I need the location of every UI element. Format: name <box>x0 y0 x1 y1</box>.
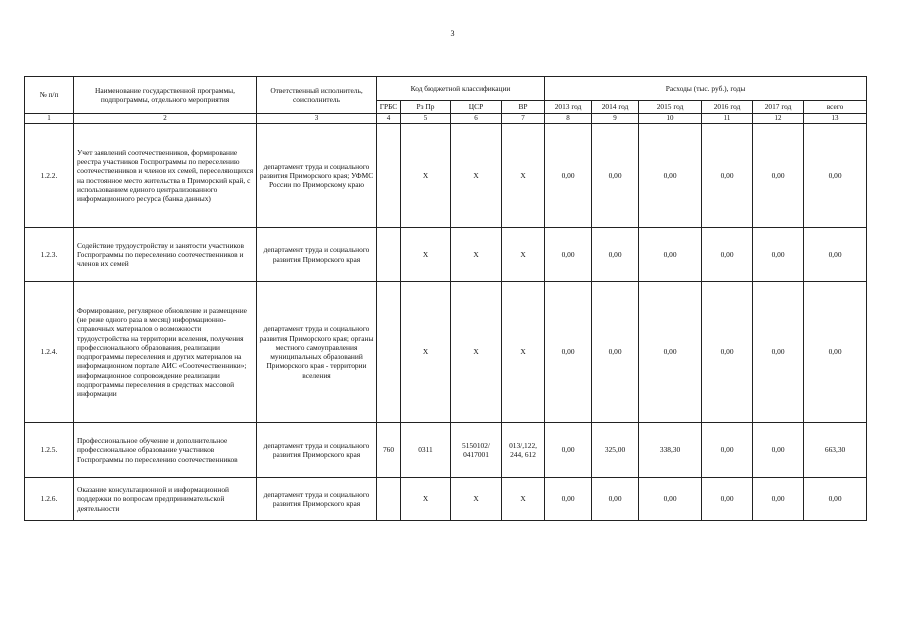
header-budget-code: Код бюджетной классификации <box>377 77 545 101</box>
row-2015: 0,00 <box>639 124 702 228</box>
header-year-2014: 2014 год <box>592 101 639 114</box>
row-name: Оказание консультационной и информационной поддержки по вопросам предпринимательской деятельности <box>74 478 257 521</box>
row-vr: Х <box>502 228 545 282</box>
column-number: 2 <box>74 114 257 124</box>
row-2016: 0,00 <box>702 423 753 478</box>
column-number: 7 <box>502 114 545 124</box>
row-rzpr: 0311 <box>401 423 451 478</box>
row-2013: 0,00 <box>545 423 592 478</box>
row-vr: Х <box>502 282 545 423</box>
column-number: 6 <box>451 114 502 124</box>
row-total: 0,00 <box>804 282 867 423</box>
column-number: 10 <box>639 114 702 124</box>
row-csr: Х <box>451 228 502 282</box>
header-year-2017: 2017 год <box>753 101 804 114</box>
row-rzpr: Х <box>401 282 451 423</box>
budget-table <box>24 76 867 521</box>
row-2017: 0,00 <box>753 124 804 228</box>
row-rzpr: Х <box>401 228 451 282</box>
row-name: Учет заявлений соотечественников, формирование реестра участников Госпрограммы по переселению соотечественников и членов их семей, переселяющихся на постоянное место жительства в Приморский край, с использованием единого централизованного информационного ресурса (банка данных) <box>74 124 257 228</box>
column-number: 11 <box>702 114 753 124</box>
row-grbs <box>377 124 401 228</box>
row-2013: 0,00 <box>545 478 592 521</box>
row-total: 0,00 <box>804 228 867 282</box>
header-executor: Ответственный исполнитель, соисполнитель <box>257 77 377 114</box>
row-2017: 0,00 <box>753 228 804 282</box>
row-2017: 0,00 <box>753 282 804 423</box>
row-grbs: 760 <box>377 423 401 478</box>
row-grbs <box>377 228 401 282</box>
row-name: Содействие трудоустройству и занятости участников Госпрограммы по переселению соотечественников и членов их семей <box>74 228 257 282</box>
table-row <box>25 423 867 478</box>
row-2017: 0,00 <box>753 478 804 521</box>
row-2014: 0,00 <box>592 228 639 282</box>
row-rzpr: Х <box>401 124 451 228</box>
row-num: 1.2.2. <box>25 124 74 228</box>
column-number: 3 <box>257 114 377 124</box>
row-executor: департамент труда и социального развития Приморского края; УФМС России по Приморскому краю <box>257 124 377 228</box>
row-vr: Х <box>502 124 545 228</box>
row-total: 663,30 <box>804 423 867 478</box>
header-year-2015: 2015 год <box>639 101 702 114</box>
header-vr: ВР <box>502 101 545 114</box>
header-total: всего <box>804 101 867 114</box>
row-2016: 0,00 <box>702 228 753 282</box>
row-executor: департамент труда и социального развития Приморского края <box>257 478 377 521</box>
column-number: 1 <box>25 114 74 124</box>
header-csr: ЦСР <box>451 101 502 114</box>
row-total: 0,00 <box>804 124 867 228</box>
header-expenses: Расходы (тыс. руб.), годы <box>545 77 867 101</box>
row-2015: 0,00 <box>639 282 702 423</box>
row-csr: Х <box>451 282 502 423</box>
row-2014: 0,00 <box>592 478 639 521</box>
row-2016: 0,00 <box>702 478 753 521</box>
row-executor: департамент труда и социального развития Приморского края <box>257 423 377 478</box>
column-number: 4 <box>377 114 401 124</box>
table-row <box>25 282 867 423</box>
row-num: 1.2.3. <box>25 228 74 282</box>
row-name: Профессиональное обучение и дополнительное профессиональное образование участников Госпрограммы по переселению соотечественников <box>74 423 257 478</box>
header-year-2016: 2016 год <box>702 101 753 114</box>
row-2014: 325,00 <box>592 423 639 478</box>
row-executor: департамент труда и социального развития Приморского края; органы местного самоуправления муниципальных образований Приморского края - территории вселения <box>257 282 377 423</box>
row-csr: 5150102/ 0417001 <box>451 423 502 478</box>
row-csr: Х <box>451 124 502 228</box>
row-executor: департамент труда и социального развития Приморского края <box>257 228 377 282</box>
column-number: 9 <box>592 114 639 124</box>
column-number-row <box>25 114 867 124</box>
row-2016: 0,00 <box>702 124 753 228</box>
table-row <box>25 478 867 521</box>
row-2014: 0,00 <box>592 124 639 228</box>
row-name: Формирование, регулярное обновление и размещение (не реже одного раза в месяц) информационно-справочных материалов о возможности трудоустройства на территории вселения, получения профессионального образования, реализации подпрограммы переселения и других материалов на информационном портале АИС «Соотечественники»; информационное сопровождение реализации подпрограммы переселения в средствах массовой информации <box>74 282 257 423</box>
row-2016: 0,00 <box>702 282 753 423</box>
header-grbs: ГРБС <box>377 101 401 114</box>
column-number: 8 <box>545 114 592 124</box>
page-number: 3 <box>450 29 455 38</box>
header-rzpr: Рз Пр <box>401 101 451 114</box>
table-row <box>25 124 867 228</box>
row-2015: 0,00 <box>639 228 702 282</box>
header-num: № п/п <box>25 77 74 114</box>
header-name: Наименование государственной программы, подпрограммы, отдельного мероприятия <box>74 77 257 114</box>
row-total: 0,00 <box>804 478 867 521</box>
row-num: 1.2.5. <box>25 423 74 478</box>
table-row <box>25 228 867 282</box>
row-2013: 0,00 <box>545 228 592 282</box>
row-num: 1.2.4. <box>25 282 74 423</box>
row-vr: 013/,122, 244, 612 <box>502 423 545 478</box>
row-2017: 0,00 <box>753 423 804 478</box>
column-number: 12 <box>753 114 804 124</box>
column-number: 5 <box>401 114 451 124</box>
row-2015: 338,30 <box>639 423 702 478</box>
row-grbs <box>377 282 401 423</box>
column-number: 13 <box>804 114 867 124</box>
row-grbs <box>377 478 401 521</box>
row-2013: 0,00 <box>545 124 592 228</box>
row-vr: Х <box>502 478 545 521</box>
row-2014: 0,00 <box>592 282 639 423</box>
row-num: 1.2.6. <box>25 478 74 521</box>
row-rzpr: Х <box>401 478 451 521</box>
header-year-2013: 2013 год <box>545 101 592 114</box>
row-csr: Х <box>451 478 502 521</box>
row-2015: 0,00 <box>639 478 702 521</box>
row-2013: 0,00 <box>545 282 592 423</box>
